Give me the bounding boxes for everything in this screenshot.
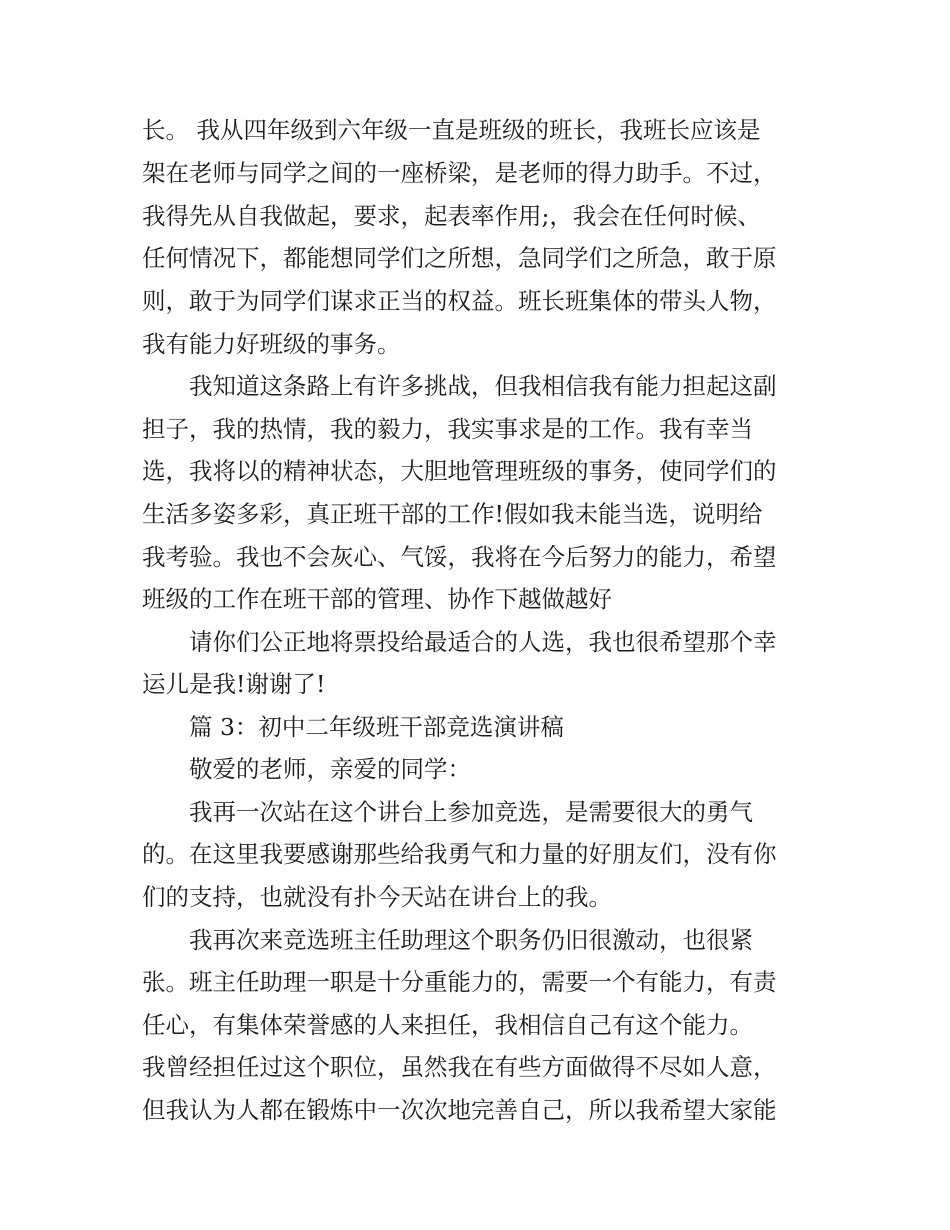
text-line: 担子，我的热情，我的毅力，我实事求是的工作。我有幸当 [142, 415, 753, 443]
text-line: 长。 我从四年级到六年级一直是班级的班长，我班长应该是 [142, 116, 761, 144]
text-line: 任何情况下，都能想同学们之所想，急同学们之所急，敢于原 [142, 244, 777, 272]
text-line: 们的支持，也就没有扑今天站在讲台上的我。 [142, 883, 612, 911]
text-line: 张。班主任助理一职是十分重能力的，需要一个有能力，有责 [142, 968, 777, 996]
section-heading: 篇 3：初中二年级班干部竞选演讲稿 [189, 713, 564, 741]
text-line: 我曾经担任过这个职位，虽然我在有些方面做得不尽如人意， [142, 1053, 777, 1081]
text-line: 架在老师与同学之间的一座桥梁，是老师的得力助手。不过， [142, 159, 777, 187]
text-line: 运儿是我!谢谢了! [142, 670, 326, 698]
paragraph-start-line: 我再次来竞选班主任助理这个职务仍旧很激动，也很紧 [189, 926, 753, 954]
text-line: 但我认为人都在锻炼中一次次地完善自己，所以我希望大家能 [142, 1096, 777, 1124]
text-line: 的。在这里我要感谢那些给我勇气和力量的好朋友们，没有你 [142, 840, 777, 868]
text-line: 选，我将以的精神状态，大胆地管理班级的事务，使同学们的 [142, 457, 777, 485]
salutation: 敬爱的老师，亲爱的同学： [189, 755, 471, 783]
paragraph-start-line: 我再一次站在这个讲台上参加竞选，是需要很大的勇气 [189, 798, 753, 826]
text-line: 我有能力好班级的事务。 [142, 330, 401, 358]
text-line: 我得先从自我做起，要求，起表率作用;，我会在任何时候、 [142, 202, 761, 230]
paragraph-start-line: 请你们公正地将票投给最适合的人选，我也很希望那个幸 [189, 628, 777, 656]
paragraph-start-line: 我知道这条路上有许多挑战，但我相信我有能力担起这副 [189, 372, 777, 400]
text-line: 任心，有集体荣誉感的人来担任，我相信自己有这个能力。 [142, 1011, 753, 1039]
text-line: 班级的工作在班干部的管理、协作下越做越好 [142, 585, 612, 613]
text-line: 我考验。我也不会灰心、气馁，我将在今后努力的能力，希望 [142, 543, 777, 571]
text-line: 则，敢于为同学们谋求正当的权益。班长班集体的带头人物， [142, 287, 777, 315]
text-line: 生活多姿多彩，真正班干部的工作!假如我未能当选，说明给 [142, 500, 763, 528]
